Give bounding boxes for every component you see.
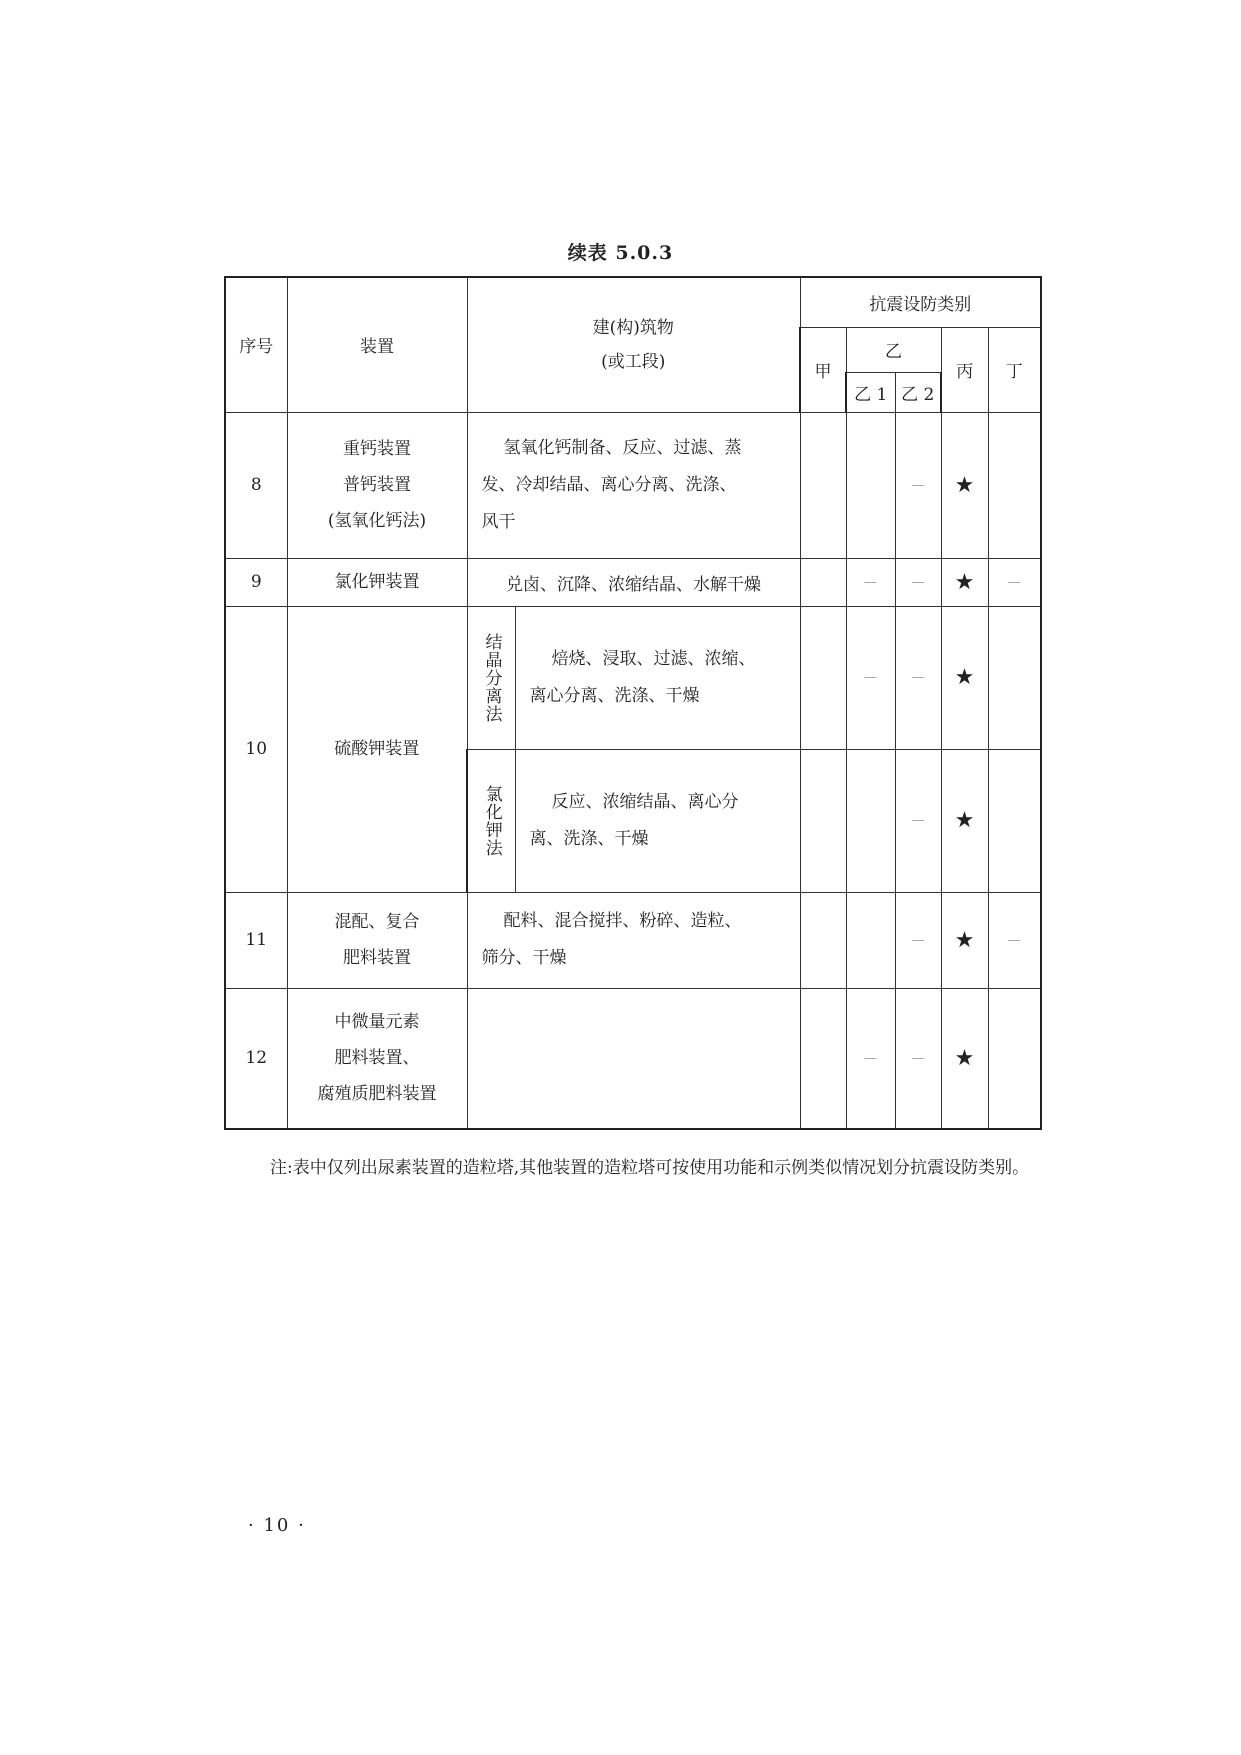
jia-cell [800,749,846,892]
yi1-cell [846,412,895,558]
description-line: 筛分、干燥 [481,948,567,968]
header-device: 装置 [287,277,467,412]
jia-cell [800,892,846,988]
page-number: · 10 · [248,1515,306,1536]
device-line: 硫酸钾装置 [334,739,420,759]
header-yi1: 乙 1 [846,372,895,412]
header-ding: 丁 [988,327,1041,412]
table-caption: 续表 5.0.3 [567,242,674,264]
bing-star-cell: ★ [941,606,988,749]
device-line: 肥料装置、 [334,1048,420,1069]
seismic-category-table [224,276,1042,1130]
description-cell [515,606,800,749]
description-line: 发、冷却结晶、离心分离、洗涤、 [481,474,737,495]
table-row [225,412,1041,558]
yi1-cell [846,749,895,892]
seq-cell: 8 [225,412,287,558]
yi1-cell [846,892,895,988]
device-cell [287,558,467,606]
description-line: 氢氧化钙制备、反应、过滤、蒸 [503,437,742,458]
device-line: 混配、复合 [334,912,420,932]
description-line: 离心分离、洗涤、干燥 [529,685,700,706]
device-cell [287,988,467,1129]
yi1-cell: — [846,558,895,606]
description-cell [467,412,800,558]
method-label: 氯化钾法 [467,749,515,892]
jia-cell [800,558,846,606]
description-cell [467,892,800,988]
header-jia: 甲 [800,327,846,412]
header-building-line2: (或工段) [601,351,666,372]
seq-cell: 9 [225,558,287,606]
device-line: 氯化钾装置 [334,572,420,592]
device-line: 肥料装置 [343,948,411,968]
bing-star-cell: ★ [941,558,988,606]
bing-star-cell: ★ [941,892,988,988]
description-line: 离、洗涤、干燥 [529,828,649,849]
jia-cell [800,412,846,558]
device-cell [287,412,467,558]
bing-star-cell: ★ [941,988,988,1129]
yi2-cell: — [895,412,941,558]
device-cell [287,606,467,892]
yi2-cell: — [895,749,941,892]
ding-cell [988,606,1041,749]
description-line: 兑卤、沉降、浓缩结晶、水解干燥 [506,574,761,595]
description-line: 反应、浓缩结晶、离心分 [551,791,739,812]
jia-cell [800,988,846,1129]
header-yi: 乙 [846,327,941,372]
table-row [225,892,1041,988]
seq-cell: 11 [225,892,287,988]
ding-cell [988,749,1041,892]
yi1-cell: — [846,988,895,1129]
description-cell [467,988,800,1129]
yi2-cell: — [895,892,941,988]
jia-cell [800,606,846,749]
header-category-group: 抗震设防类别 [800,277,1041,327]
seq-cell: 10 [225,606,287,892]
ding-cell [988,412,1041,558]
ding-cell: — [988,892,1041,988]
table-row [225,606,1041,749]
bing-star-cell: ★ [941,749,988,892]
device-line: 腐殖质肥料装置 [317,1084,437,1105]
description-line: 风干 [481,511,516,532]
yi2-cell: — [895,558,941,606]
seq-cell: 12 [225,988,287,1129]
description-line: 焙烧、浸取、过滤、浓缩、 [551,648,756,669]
description-cell [515,749,800,892]
yi2-cell: — [895,606,941,749]
header-yi2: 乙 2 [895,372,941,412]
bing-star-cell: ★ [941,412,988,558]
description-cell [467,558,800,606]
ding-cell: — [988,558,1041,606]
device-line: 普钙装置 [343,475,411,495]
table-row [225,558,1041,606]
device-line: 中微量元素 [334,1012,420,1033]
header-seq: 序号 [225,277,287,412]
method-label: 结晶分离法 [467,606,515,749]
header-bing: 丙 [941,327,988,412]
yi2-cell: — [895,988,941,1129]
header-building-line1: 建(构)筑物 [592,317,674,338]
header-building [467,277,800,412]
yi1-cell: — [846,606,895,749]
device-cell [287,892,467,988]
table-note: 注:表中仅列出尿素装置的造粒塔,其他装置的造粒塔可按使用功能和示例类似情况划分抗震设防类别。 [270,1158,1030,1178]
device-line: 重钙装置 [343,439,411,459]
description-line: 配料、混合搅拌、粉碎、造粒、 [503,911,742,931]
table-row [225,988,1041,1129]
ding-cell [988,988,1041,1129]
device-line: (氢氧化钙法) [327,511,427,531]
